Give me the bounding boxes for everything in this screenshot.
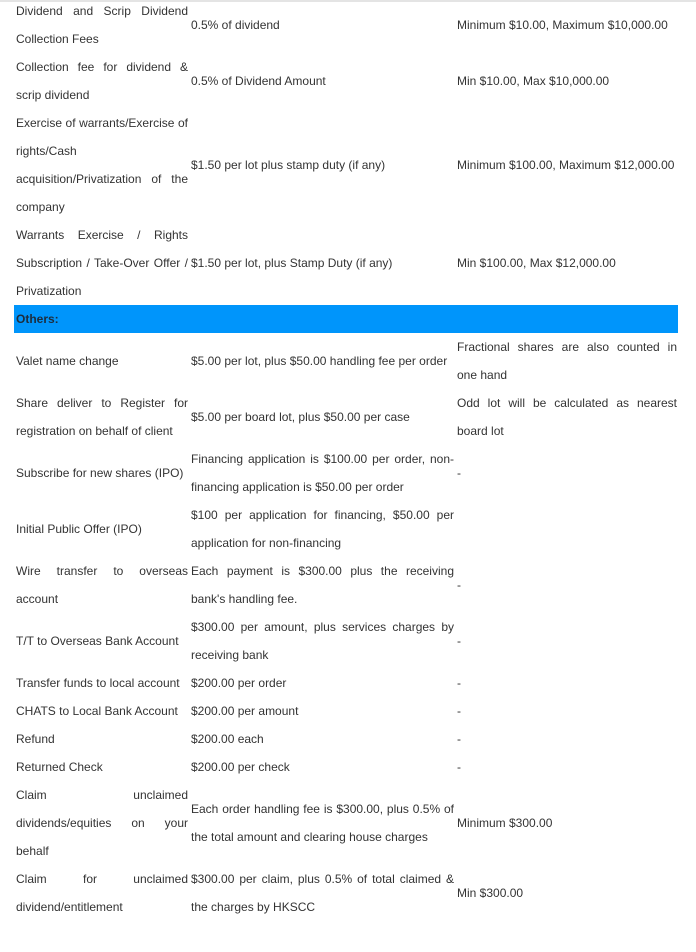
fee-note: Min $10.00, Max $10,000.00 <box>457 74 610 88</box>
fee-amount: $5.00 per lot, plus $50.00 handling fee per order <box>191 354 448 368</box>
table-row <box>14 753 678 781</box>
fee-amount: $300.00 per amount, plus services charges by receiving bank <box>191 620 454 662</box>
fee-note: - <box>457 760 461 774</box>
fee-note: Min $300.00 <box>457 886 524 900</box>
fee-amount: 0.5% of dividend <box>191 18 280 32</box>
fee-amount: 0.5% of Dividend Amount <box>191 74 326 88</box>
table-row <box>14 697 678 725</box>
fee-item: CHATS to Local Bank Account <box>16 704 178 718</box>
fee-amount: Each order handling fee is $300.00, plus 0.5% of the total amount and clearing house charges <box>191 802 454 844</box>
table-row <box>14 53 678 109</box>
fee-table <box>14 0 678 921</box>
fee-amount: $200.00 each <box>191 732 264 746</box>
fee-note: Minimum $100.00, Maximum $12,000.00 <box>457 158 675 172</box>
fee-amount: $5.00 per board lot, plus $50.00 per case <box>191 410 410 424</box>
fee-item: Returned Check <box>16 760 103 774</box>
fee-item: Subscribe for new shares (IPO) <box>16 466 184 480</box>
table-row <box>14 781 678 865</box>
fee-item: Refund <box>16 732 55 746</box>
fee-amount: Financing application is $100.00 per order, non-financing application is $50.00 per order <box>191 452 454 494</box>
fee-amount: $200.00 per check <box>191 760 290 774</box>
fee-item: Wire transfer to overseas account <box>16 564 188 606</box>
fee-amount: Each payment is $300.00 plus the receiving bank's handling fee. <box>191 564 454 606</box>
fee-amount: $1.50 per lot plus stamp duty (if any) <box>191 158 386 172</box>
fee-note: Fractional shares are also counted in one hand <box>457 340 677 382</box>
fee-item: Claim for unclaimed dividend/entitlement <box>16 872 188 914</box>
fee-note: Odd lot will be calculated as nearest board lot <box>457 396 677 438</box>
table-row <box>14 669 678 697</box>
fee-item: Valet name change <box>16 354 119 368</box>
fee-amount: $1.50 per lot, plus Stamp Duty (if any) <box>191 256 393 270</box>
fee-item: Claim unclaimed dividends/equities on your behalf <box>16 788 188 858</box>
table-row <box>14 333 678 389</box>
fee-note: - <box>457 466 461 480</box>
fee-amount: $100 per application for financing, $50.00 per application for non-financing <box>191 508 454 550</box>
fee-amount: $200.00 per order <box>191 676 287 690</box>
fee-item: Dividend and Scrip Dividend Collection Fees <box>16 4 188 46</box>
fee-item: Exercise of warrants/Exercise of rights/Cash acquisition/Privatization of the company <box>16 116 188 214</box>
fee-note: - <box>457 704 461 718</box>
fee-note: - <box>457 634 461 648</box>
fee-amount: $200.00 per amount <box>191 704 299 718</box>
fee-note: - <box>457 732 461 746</box>
fee-note: - <box>457 578 461 592</box>
table-row <box>14 109 678 221</box>
fee-note: - <box>457 676 461 690</box>
fee-item: Warrants Exercise / Rights Subscription / Take-Over Offer / Privatization <box>16 228 188 298</box>
table-row <box>14 501 678 557</box>
fee-note: Minimum $300.00 <box>457 816 553 830</box>
fee-note: Minimum $10.00, Maximum $10,000.00 <box>457 18 668 32</box>
fee-note <box>455 501 678 557</box>
fee-item: Transfer funds to local account <box>16 676 180 690</box>
table-row <box>14 725 678 753</box>
fee-item: Share deliver to Register for registration on behalf of client <box>16 396 188 438</box>
table-row <box>14 865 678 921</box>
fee-item: T/T to Overseas Bank Account <box>16 634 179 648</box>
fee-amount: $300.00 per claim, plus 0.5% of total claimed & the charges by HKSCC <box>191 872 454 914</box>
table-row <box>14 557 678 613</box>
table-row <box>14 221 678 305</box>
fee-item: Initial Public Offer (IPO) <box>16 522 142 536</box>
table-row <box>14 389 678 445</box>
fee-note: Min $100.00, Max $12,000.00 <box>457 256 616 270</box>
table-row <box>14 445 678 501</box>
section-title: Others: <box>14 305 678 333</box>
table-row <box>14 0 678 53</box>
fee-item: Collection fee for dividend & scrip dividend <box>16 60 188 102</box>
table-row <box>14 613 678 669</box>
section-header-others <box>14 305 678 333</box>
